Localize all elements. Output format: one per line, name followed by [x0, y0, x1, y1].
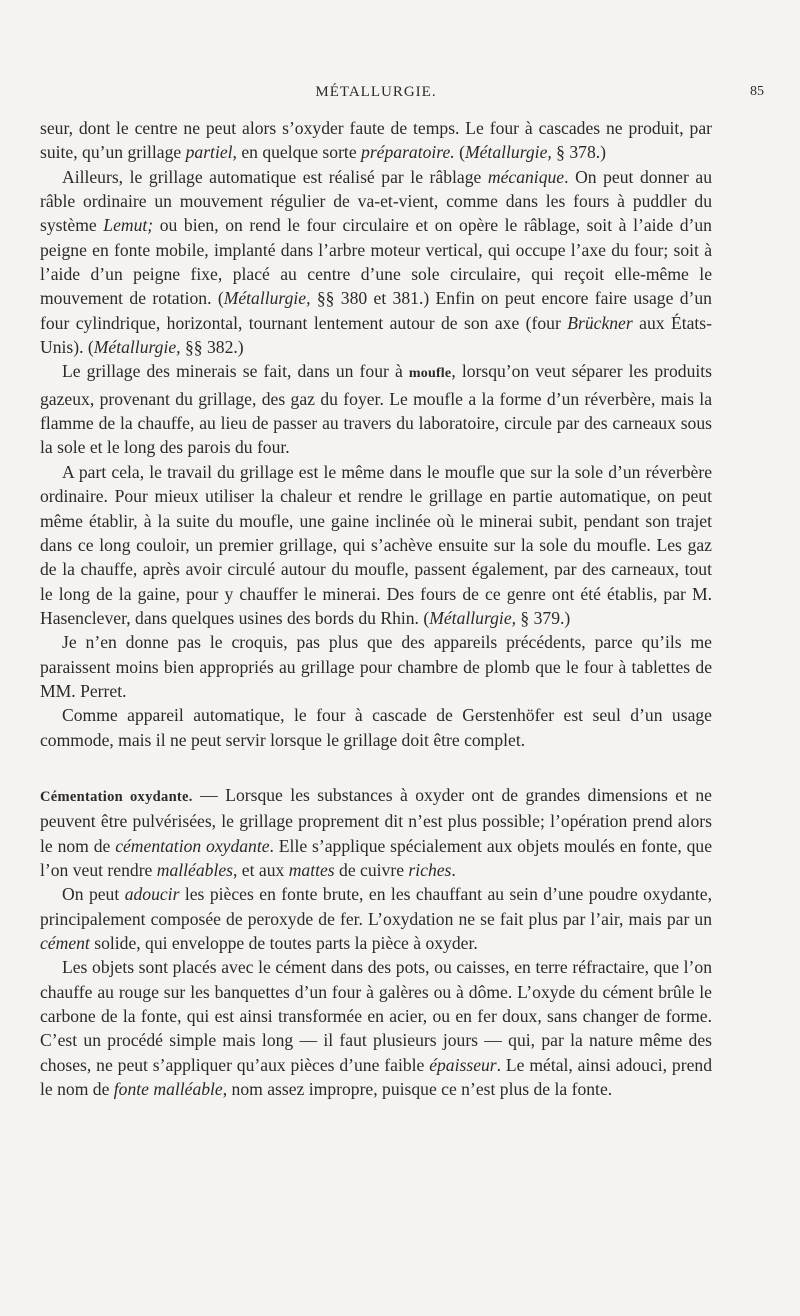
- text-run: Le grillage des minerais se fait, dans un four à: [62, 361, 409, 382]
- italic-text: mécanique: [487, 166, 565, 187]
- paragraph: [40, 630, 712, 703]
- body-text: [40, 116, 712, 1101]
- text-run: ou bien, on rend le four circulaire et on opère le râblage, soit à l’aide d’un peigne en fonte mobile, implanté dans l’arbre moteur vertical, qui occupe l’axe du four; soit à l’aide d’un peigne fixe, placé au centre d’une sole circulaire, qui reçoit elle-même le mouvement de rotation. (: [40, 215, 712, 309]
- italic-text: Brückner: [567, 312, 633, 333]
- paragraph: [40, 955, 712, 1101]
- text-run: (: [454, 142, 465, 163]
- bold-term: moufle: [408, 366, 452, 382]
- text-run: solide, qui enveloppe de toutes parts la pièce à oxyder.: [89, 933, 478, 953]
- text-run: Je n’en donne pas le croquis, pas plus que des appareils précédents, parce qu’ils me paraissent moins bien appropriés au grillage pour chambre de plomb que le four à tablettes de MM. Perret.: [40, 632, 712, 701]
- text-run: . Elle s’applique spécialement aux objets moulés en fonte, que l’on veut rendre: [40, 835, 713, 880]
- italic-text: adoucir: [124, 884, 180, 905]
- text-run: seur, dont le centre ne peut alors s’oxyder faute de temps. Le four à cascades ne produit, par suite, qu’un grillage: [40, 118, 712, 163]
- text-run: aux États-Unis). (: [40, 312, 712, 358]
- text-run: Ailleurs, le grillage automatique est réalisé par le râblage: [62, 166, 488, 187]
- italic-text: malléables: [156, 859, 233, 880]
- running-title: MÉTALLURGIE.: [315, 84, 437, 100]
- text-run: de cuivre: [334, 859, 409, 880]
- text-run: §§ 380 et 381.) Enfin on peut encore faire usage d’un four cylindrique, horizontal, tournant lentement autour de son axe (four: [40, 288, 712, 333]
- page-number: 85: [750, 84, 764, 99]
- italic-text: cémentation oxydante: [115, 835, 270, 856]
- paragraph: [40, 165, 712, 360]
- italic-text: riches: [408, 859, 452, 880]
- italic-text: mattes: [288, 859, 335, 880]
- italic-text: Métallurgie,: [464, 142, 552, 163]
- text-run: , et aux: [233, 859, 289, 880]
- text-run: . Le métal, ainsi adouci, prend le nom de: [40, 1054, 712, 1100]
- running-head: [40, 84, 764, 110]
- text-run: Les objets sont placés avec le cément dans des pots, ou caisses, en terre réfractaire, que l’on chauffe au rouge sur les banquettes d’un four à galères ou à dôme. L’oxyde du cément brûle le carbone de la fonte, qui est ainsi transformée en acier, ou en fer doux, sans changer de forme. C’est un procédé simple mais long — il faut plusieurs jours — qui, par la nature même des choses, ne peut s’appliquer qu’aux pièces d’une faible: [40, 957, 712, 1075]
- text-run: .: [451, 859, 456, 880]
- italic-text: partiel: [185, 142, 233, 163]
- italic-text: Métallurgie,: [93, 337, 181, 358]
- italic-text: fonte malléable: [113, 1079, 223, 1100]
- text-run: , en quelque sorte: [232, 142, 362, 163]
- text-run: On peut: [62, 884, 125, 905]
- text-run: , lorsqu’on veut séparer les produits gazeux, provenant du grillage, des gaz du foyer. Le moufle a la forme d’un réverbère, mais la flamme de la chauffe, au lieu de passer au travers du laboratoire, circule par des carneaux sous la sole et le long des parois du four.: [40, 361, 712, 458]
- paragraph: [40, 460, 712, 630]
- text-run: — Lorsque les substances à oxyder ont de grandes dimensions et ne peuvent être pulvérisées, le grillage proprement dit n’est plus possible; l’opération prend alors le nom de: [40, 784, 712, 856]
- text-run: les pièces en fonte brute, en les chauffant au sein d’une poudre oxydante, principalement composée de peroxyde de fer. L’oxydation ne se fait plus par l’air, mais par un: [40, 884, 712, 929]
- paragraph: [40, 703, 712, 752]
- section-paragraph: [40, 783, 712, 882]
- paragraph: [40, 882, 712, 955]
- text-run: § 379.): [516, 607, 571, 628]
- italic-text: épaisseur: [429, 1054, 497, 1075]
- italic-text: Métallurgie,: [223, 288, 311, 309]
- italic-text: cément: [40, 933, 90, 953]
- text-run: Comme appareil automatique, le four à cascade de Gerstenhöfer est seul d’un usage commode, mais il ne peut servir lorsque le grillage doit être complet.: [40, 705, 712, 750]
- text-run: § 378.): [551, 142, 607, 163]
- italic-text: préparatoire.: [361, 142, 455, 163]
- text-run: , nom assez impropre, puisque ce n’est plus de la fonte.: [222, 1079, 613, 1100]
- text-run: . On peut donner au râble ordinaire un mouvement régulier de va-et-vient, comme dans les fours à puddler du système: [40, 166, 712, 236]
- text-run: A part cela, le travail du grillage est le même dans le moufle que sur la sole d’un réverbère ordinaire. Pour mieux utiliser la chaleur et rendre le grillage en partie automatique, on peut même établir, à la suite du moufle, une gaine inclinée où le minerai subit, pendant son trajet dans ce long couloir, un premier grillage, qui s’achève ensuite sur la sole du moufle. Les gaz de la chauffe, après avoir circulé autour du moufle, passent également, par des carneaux, tout le long de la gaine, pour y chauffer le minerai. Des fours de ce genre ont été établis, par M. Hasenclever, dans quelques usines des bords du Rhin. (: [40, 461, 712, 628]
- paragraph: [40, 116, 712, 165]
- text-run: §§ 382.): [180, 337, 244, 358]
- italic-text: Métallurgie,: [429, 607, 517, 628]
- italic-text: Lemut;: [103, 215, 154, 236]
- paragraph: [40, 359, 712, 459]
- section-heading: Cémentation oxydante.: [40, 788, 193, 805]
